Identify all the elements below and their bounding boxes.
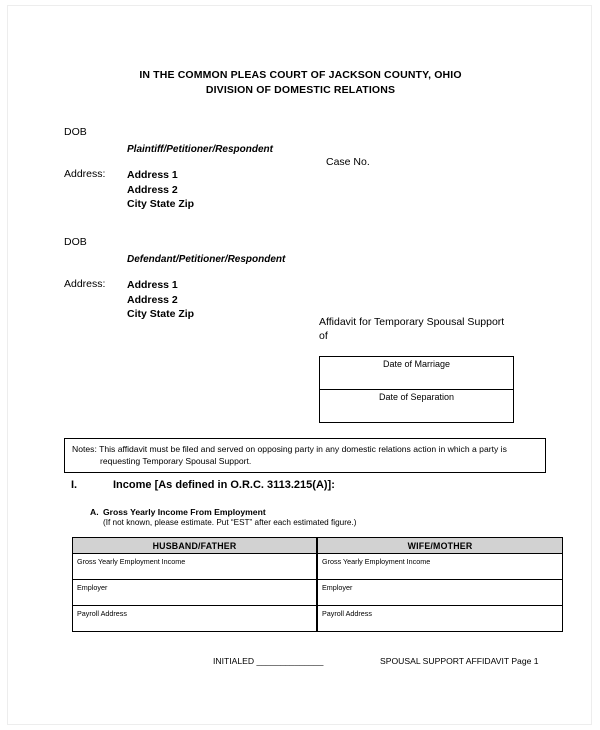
footer-document-name: SPOUSAL SUPPORT AFFIDAVIT Page 1 xyxy=(380,656,539,666)
wife-payroll-address-cell[interactable]: Payroll Address xyxy=(317,606,563,632)
affidavit-title-line-1: Affidavit for Temporary Spousal Support xyxy=(319,316,505,328)
defendant-address-label: Address: xyxy=(64,278,106,290)
footer-initialed-line: INITIALED ______________ xyxy=(213,656,324,666)
plaintiff-address-line-3: City State Zip xyxy=(127,198,195,210)
court-division-line: DIVISION OF DOMESTIC RELATIONS xyxy=(205,84,396,96)
table-header-row xyxy=(73,538,563,554)
income-table xyxy=(72,537,563,632)
plaintiff-address-line-1: Address 1 xyxy=(127,169,178,181)
defendant-address-line-1: Address 1 xyxy=(127,279,178,291)
affidavit-title-line-2: of xyxy=(319,330,328,342)
table-row xyxy=(320,390,514,423)
case-number-label: Case No. xyxy=(326,156,370,168)
plaintiff-address-line-2: Address 2 xyxy=(127,183,178,196)
husband-gross-income-cell[interactable]: Gross Yearly Employment Income xyxy=(73,554,318,580)
date-table xyxy=(319,356,514,423)
income-table-body xyxy=(73,554,563,632)
court-header xyxy=(8,68,593,98)
wife-gross-income-cell[interactable]: Gross Yearly Employment Income xyxy=(317,554,563,580)
section-income-title: Income [As defined in O.R.C. 3113.215(A)]: xyxy=(113,479,335,491)
subsection-a-note: (If not known, please estimate. Put “EST” after each estimated figure.) xyxy=(103,518,357,527)
husband-employer-cell[interactable]: Employer xyxy=(73,580,318,606)
affidavit-title xyxy=(319,315,559,343)
defendant-dob-label: DOB xyxy=(64,236,87,248)
column-header-husband-father: HUSBAND/FATHER xyxy=(73,538,318,554)
table-row xyxy=(73,606,563,632)
defendant-role-label: Defendant/Petitioner/Respondent xyxy=(127,254,286,265)
wife-employer-cell[interactable]: Employer xyxy=(317,580,563,606)
defendant-address-lines xyxy=(127,278,194,322)
date-of-marriage-cell[interactable]: Date of Marriage xyxy=(320,357,514,390)
table-row xyxy=(73,554,563,580)
defendant-address-line-2: Address 2 xyxy=(127,293,178,306)
notes-box xyxy=(64,438,546,473)
income-table-head xyxy=(73,538,563,554)
notes-line-1: This affidavit must be filed and served on opposing party in any domestic relations action in which a party is xyxy=(99,444,507,454)
defendant-address-line-3: City State Zip xyxy=(127,308,195,320)
plaintiff-address-lines xyxy=(127,168,194,212)
date-of-separation-cell[interactable]: Date of Separation xyxy=(320,390,514,423)
notes-line-2: requesting Temporary Spousal Support. xyxy=(100,455,252,466)
section-income-number: I. xyxy=(71,479,78,491)
table-row xyxy=(73,580,563,606)
plaintiff-dob-label: DOB xyxy=(64,126,87,138)
husband-payroll-address-cell[interactable]: Payroll Address xyxy=(73,606,318,632)
notes-text xyxy=(72,444,538,467)
plaintiff-role-label: Plaintiff/Petitioner/Respondent xyxy=(127,144,273,155)
court-name-line: IN THE COMMON PLEAS COURT OF JACKSON COUNTY, OHIO xyxy=(139,69,462,81)
document-page xyxy=(7,5,592,725)
subsection-a-title: Gross Yearly Income From Employment xyxy=(103,507,266,517)
column-header-wife-mother: WIFE/MOTHER xyxy=(317,538,563,554)
plaintiff-address-label: Address: xyxy=(64,168,106,180)
notes-label: Notes: xyxy=(72,444,97,454)
subsection-a-letter: A. xyxy=(90,507,99,517)
table-row xyxy=(320,357,514,390)
